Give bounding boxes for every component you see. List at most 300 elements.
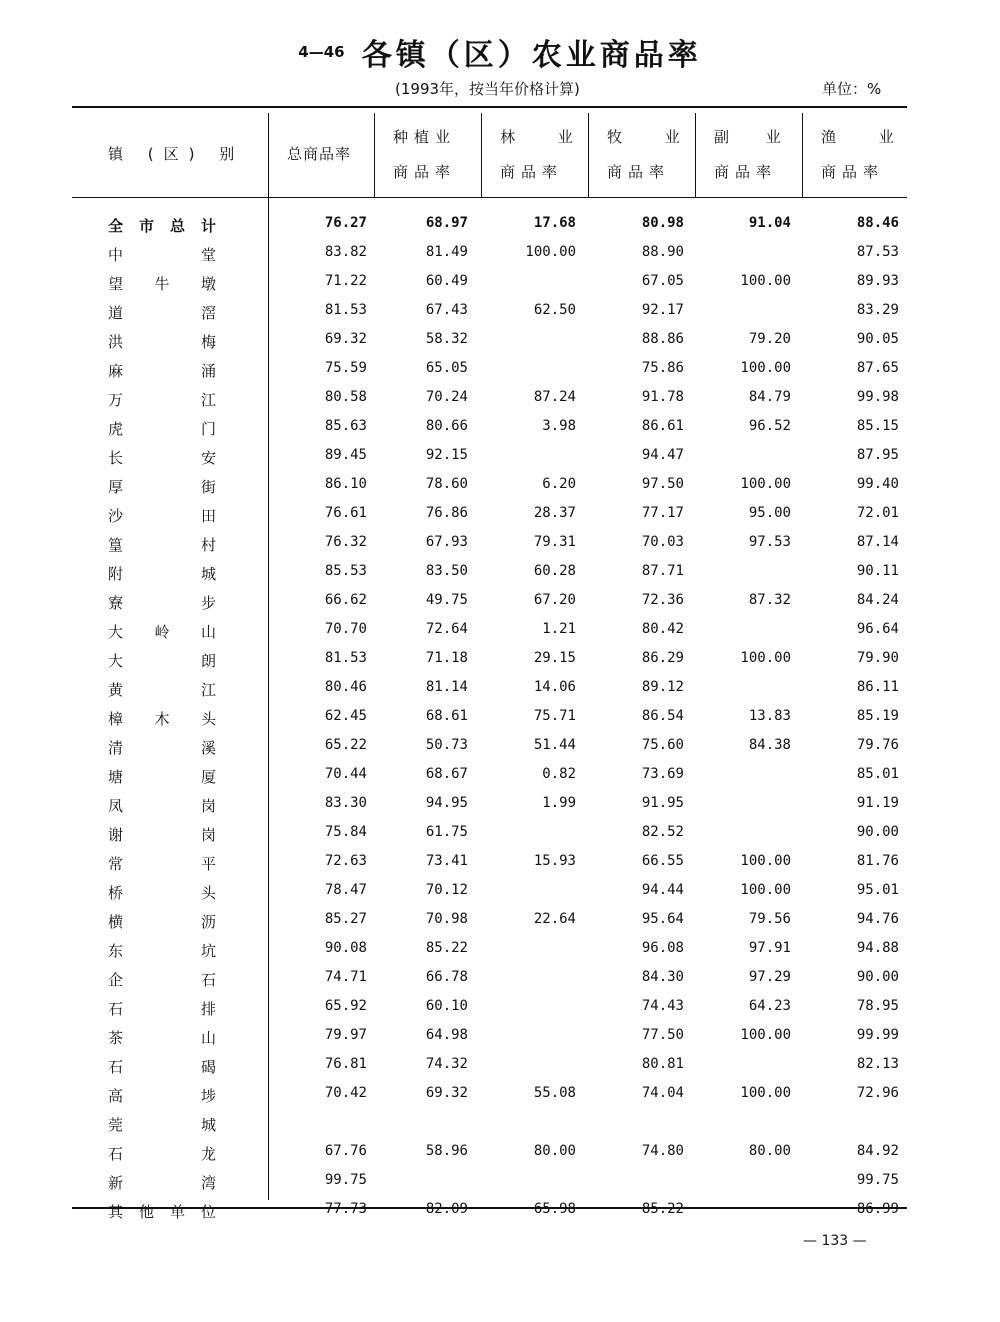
town-name xyxy=(108,273,216,294)
cell-forestry: 75.71 xyxy=(533,708,576,724)
cell-total: 65.92 xyxy=(324,998,367,1014)
table-row xyxy=(0,559,1000,588)
table-row xyxy=(0,269,1000,298)
town-name-char: 岭 xyxy=(154,623,170,641)
cell-fishery: 87.14 xyxy=(856,534,899,550)
cell-total: 76.81 xyxy=(324,1056,367,1072)
town-name-char: 湾 xyxy=(200,1174,216,1192)
table-row xyxy=(0,385,1000,414)
cell-animal: 94.44 xyxy=(641,882,684,898)
town-name-char: 高 xyxy=(108,1087,124,1105)
table-row xyxy=(0,965,1000,994)
page-number: — 133 — xyxy=(803,1233,867,1249)
town-name-char: 总 xyxy=(169,217,185,235)
town-name-char: 洪 xyxy=(108,333,124,351)
cell-total: 78.47 xyxy=(324,882,367,898)
cell-fishery: 84.24 xyxy=(856,592,899,608)
cell-planting: 60.49 xyxy=(425,273,468,289)
header-animal: 牧 业 xyxy=(607,128,684,146)
cell-forestry: 1.99 xyxy=(542,795,576,811)
cell-forestry: 29.15 xyxy=(533,650,576,666)
cell-planting: 94.95 xyxy=(425,795,468,811)
cell-planting: 68.67 xyxy=(425,766,468,782)
town-name-char: 大 xyxy=(108,652,124,670)
cell-total: 86.10 xyxy=(324,476,367,492)
table-row xyxy=(0,646,1000,675)
cell-fishery: 99.75 xyxy=(856,1172,899,1188)
table-row xyxy=(0,1052,1000,1081)
cell-animal: 87.71 xyxy=(641,563,684,579)
cell-animal: 92.17 xyxy=(641,302,684,318)
table-row xyxy=(0,936,1000,965)
town-name-char: 大 xyxy=(108,623,124,641)
table-row xyxy=(0,1081,1000,1110)
cell-forestry: 6.20 xyxy=(542,476,576,492)
cell-planting: 68.97 xyxy=(425,215,468,231)
town-name-char: 清 xyxy=(108,739,124,757)
cell-planting: 80.66 xyxy=(425,418,468,434)
town-name xyxy=(108,563,216,584)
town-name-char: 沙 xyxy=(108,507,124,525)
header-town: 镇 (区) 别 xyxy=(108,145,245,163)
town-name-char: 步 xyxy=(200,594,216,612)
table-body xyxy=(0,211,1000,1226)
town-name-char: 全 xyxy=(108,217,124,235)
cell-total: 70.42 xyxy=(324,1085,367,1101)
cell-animal: 74.43 xyxy=(641,998,684,1014)
town-name xyxy=(108,476,216,497)
cell-animal: 80.81 xyxy=(641,1056,684,1072)
cell-animal: 80.98 xyxy=(641,215,684,231)
cell-animal: 66.55 xyxy=(641,853,684,869)
town-name-char: 常 xyxy=(108,855,124,873)
table-row xyxy=(0,733,1000,762)
cell-fishery: 78.95 xyxy=(856,998,899,1014)
cell-planting: 69.32 xyxy=(425,1085,468,1101)
town-name-char: 龙 xyxy=(200,1145,216,1163)
town-name xyxy=(108,1114,216,1135)
cell-animal: 80.42 xyxy=(641,621,684,637)
town-name xyxy=(108,1143,216,1164)
col-divider xyxy=(695,113,696,197)
cell-planting: 71.18 xyxy=(425,650,468,666)
town-name-char: 岗 xyxy=(200,797,216,815)
town-name-char: 厚 xyxy=(108,478,124,496)
table-row xyxy=(0,1023,1000,1052)
cell-sideline: 97.91 xyxy=(748,940,791,956)
town-name-char: 篁 xyxy=(108,536,124,554)
cell-animal: 77.50 xyxy=(641,1027,684,1043)
cell-planting: 70.12 xyxy=(425,882,468,898)
cell-planting: 64.98 xyxy=(425,1027,468,1043)
town-name-char: 城 xyxy=(200,565,216,583)
cell-fishery: 85.01 xyxy=(856,766,899,782)
cell-sideline: 100.00 xyxy=(740,476,791,492)
cell-forestry: 22.64 xyxy=(533,911,576,927)
cell-total: 65.22 xyxy=(324,737,367,753)
cell-forestry: 65.98 xyxy=(533,1201,576,1217)
town-name-char: 溪 xyxy=(200,739,216,757)
town-name-char: 长 xyxy=(108,449,124,467)
cell-animal: 94.47 xyxy=(641,447,684,463)
cell-total: 81.53 xyxy=(324,302,367,318)
cell-total: 89.45 xyxy=(324,447,367,463)
cell-planting: 50.73 xyxy=(425,737,468,753)
cell-animal: 82.52 xyxy=(641,824,684,840)
cell-total: 90.08 xyxy=(324,940,367,956)
town-name-char: 山 xyxy=(200,1029,216,1047)
town-name-char: 碣 xyxy=(200,1058,216,1076)
town-name-char: 中 xyxy=(108,246,124,264)
cell-fishery: 99.99 xyxy=(856,1027,899,1043)
cell-fishery: 79.90 xyxy=(856,650,899,666)
cell-total: 99.75 xyxy=(324,1172,367,1188)
town-name xyxy=(108,302,216,323)
cell-forestry: 79.31 xyxy=(533,534,576,550)
cell-fishery: 95.01 xyxy=(856,882,899,898)
town-name-char: 万 xyxy=(108,391,124,409)
town-name xyxy=(108,447,216,468)
title-text: 各镇（区）农业商品率 xyxy=(361,38,702,73)
cell-planting: 67.43 xyxy=(425,302,468,318)
cell-total: 71.22 xyxy=(324,273,367,289)
cell-total: 83.82 xyxy=(324,244,367,260)
cell-total: 80.46 xyxy=(324,679,367,695)
cell-fishery: 87.65 xyxy=(856,360,899,376)
col-divider xyxy=(268,113,269,197)
cell-forestry: 60.28 xyxy=(533,563,576,579)
town-name-char: 市 xyxy=(138,217,154,235)
cell-fishery: 90.11 xyxy=(856,563,899,579)
cell-total: 72.63 xyxy=(324,853,367,869)
town-name-char: 堂 xyxy=(200,246,216,264)
town-name-char: 麻 xyxy=(108,362,124,380)
table-row xyxy=(0,356,1000,385)
cell-planting: 76.86 xyxy=(425,505,468,521)
cell-fishery: 83.29 xyxy=(856,302,899,318)
town-name-char: 牛 xyxy=(154,275,170,293)
cell-planting: 65.05 xyxy=(425,360,468,376)
town-name-char: 街 xyxy=(200,478,216,496)
cell-total: 75.84 xyxy=(324,824,367,840)
cell-animal: 91.78 xyxy=(641,389,684,405)
cell-fishery: 94.76 xyxy=(856,911,899,927)
cell-forestry: 80.00 xyxy=(533,1143,576,1159)
town-name xyxy=(108,650,216,671)
town-name-char: 涌 xyxy=(200,362,216,380)
town-name xyxy=(108,592,216,613)
town-name-char: 附 xyxy=(108,565,124,583)
table-title xyxy=(0,30,1000,74)
header-planting: 种植业 xyxy=(393,128,457,146)
town-name-char: 头 xyxy=(200,884,216,902)
table-row xyxy=(0,820,1000,849)
cell-planting: 61.75 xyxy=(425,824,468,840)
cell-planting: 78.60 xyxy=(425,476,468,492)
cell-total: 76.32 xyxy=(324,534,367,550)
town-name-char: 石 xyxy=(200,971,216,989)
town-name-char: 田 xyxy=(200,507,216,525)
cell-forestry: 51.44 xyxy=(533,737,576,753)
header-planting-sub: 商品率 xyxy=(393,163,457,181)
town-name-char: 东 xyxy=(108,942,124,960)
town-name xyxy=(108,940,216,961)
town-name-char: 新 xyxy=(108,1174,124,1192)
cell-sideline: 100.00 xyxy=(740,882,791,898)
town-name-char: 其 xyxy=(108,1203,124,1221)
top-rule xyxy=(72,106,907,108)
cell-sideline: 91.04 xyxy=(748,215,791,231)
cell-planting: 73.41 xyxy=(425,853,468,869)
cell-fishery: 99.98 xyxy=(856,389,899,405)
town-name-char: 江 xyxy=(200,391,216,409)
header-sideline-sub: 商品率 xyxy=(714,163,778,181)
town-name-char: 寮 xyxy=(108,594,124,612)
town-name-char: 虎 xyxy=(108,420,124,438)
cell-planting: 83.50 xyxy=(425,563,468,579)
cell-animal: 77.17 xyxy=(641,505,684,521)
cell-fishery: 96.64 xyxy=(856,621,899,637)
town-name xyxy=(108,505,216,526)
cell-forestry: 17.68 xyxy=(533,215,576,231)
cell-animal: 88.86 xyxy=(641,331,684,347)
table-row xyxy=(0,791,1000,820)
cell-forestry: 87.24 xyxy=(533,389,576,405)
cell-total: 62.45 xyxy=(324,708,367,724)
cell-fishery: 94.88 xyxy=(856,940,899,956)
town-name xyxy=(108,1201,216,1222)
cell-animal: 96.08 xyxy=(641,940,684,956)
cell-animal: 95.64 xyxy=(641,911,684,927)
col-divider xyxy=(588,113,589,197)
table-row xyxy=(0,240,1000,269)
town-name xyxy=(108,853,216,874)
header-animal-sub: 商品率 xyxy=(607,163,671,181)
cell-sideline: 100.00 xyxy=(740,1085,791,1101)
cell-animal: 86.54 xyxy=(641,708,684,724)
town-name-char: 村 xyxy=(200,536,216,554)
cell-fishery: 81.76 xyxy=(856,853,899,869)
town-name-char: 凤 xyxy=(108,797,124,815)
town-name-char: 企 xyxy=(108,971,124,989)
cell-forestry: 100.00 xyxy=(525,244,576,260)
table-row xyxy=(0,327,1000,356)
cell-planting: 58.32 xyxy=(425,331,468,347)
town-name-char: 坑 xyxy=(200,942,216,960)
cell-sideline: 100.00 xyxy=(740,273,791,289)
cell-planting: 82.09 xyxy=(425,1201,468,1217)
cell-planting: 74.32 xyxy=(425,1056,468,1072)
cell-forestry: 62.50 xyxy=(533,302,576,318)
cell-total: 85.53 xyxy=(324,563,367,579)
cell-animal: 86.29 xyxy=(641,650,684,666)
town-name-char: 莞 xyxy=(108,1116,124,1134)
cell-fishery: 72.96 xyxy=(856,1085,899,1101)
cell-sideline: 100.00 xyxy=(740,853,791,869)
table-row xyxy=(0,501,1000,530)
town-name xyxy=(108,766,216,787)
cell-sideline: 96.52 xyxy=(748,418,791,434)
cell-animal: 88.90 xyxy=(641,244,684,260)
cell-fishery: 91.19 xyxy=(856,795,899,811)
cell-sideline: 64.23 xyxy=(748,998,791,1014)
town-name xyxy=(108,679,216,700)
cell-planting: 81.14 xyxy=(425,679,468,695)
town-name-char: 塘 xyxy=(108,768,124,786)
town-name-char: 岗 xyxy=(200,826,216,844)
cell-fishery: 72.01 xyxy=(856,505,899,521)
town-name xyxy=(108,882,216,903)
town-name-char: 墩 xyxy=(200,275,216,293)
town-name xyxy=(108,621,216,642)
cell-animal: 97.50 xyxy=(641,476,684,492)
cell-planting: 70.24 xyxy=(425,389,468,405)
cell-sideline: 95.00 xyxy=(748,505,791,521)
town-name xyxy=(108,534,216,555)
town-name-char: 梅 xyxy=(200,333,216,351)
cell-forestry: 15.93 xyxy=(533,853,576,869)
header-forestry: 林 业 xyxy=(500,128,577,146)
town-name-char: 厦 xyxy=(200,768,216,786)
town-name xyxy=(108,215,216,236)
table-row xyxy=(0,849,1000,878)
town-name-char: 石 xyxy=(108,1058,124,1076)
cell-total: 81.53 xyxy=(324,650,367,666)
town-name-char: 石 xyxy=(108,1000,124,1018)
town-name-char: 门 xyxy=(200,420,216,438)
town-name xyxy=(108,998,216,1019)
town-name xyxy=(108,824,216,845)
table-row xyxy=(0,588,1000,617)
cell-sideline: 84.38 xyxy=(748,737,791,753)
header-rule xyxy=(72,197,907,198)
cell-total: 79.97 xyxy=(324,1027,367,1043)
cell-fishery: 85.19 xyxy=(856,708,899,724)
town-name-char: 埗 xyxy=(200,1087,216,1105)
table-row xyxy=(0,298,1000,327)
town-name-char: 石 xyxy=(108,1145,124,1163)
cell-planting: 92.15 xyxy=(425,447,468,463)
cell-fishery: 79.76 xyxy=(856,737,899,753)
cell-fishery: 87.53 xyxy=(856,244,899,260)
town-name-char: 道 xyxy=(108,304,124,322)
cell-forestry: 1.21 xyxy=(542,621,576,637)
header-fishery: 渔 业 xyxy=(821,128,898,146)
town-name-char: 沥 xyxy=(200,913,216,931)
town-name-char: 单 xyxy=(169,1203,185,1221)
town-name-char: 平 xyxy=(200,855,216,873)
town-name-char: 城 xyxy=(200,1116,216,1134)
cell-fishery: 90.05 xyxy=(856,331,899,347)
cell-sideline: 79.56 xyxy=(748,911,791,927)
unit-label: 单位：% xyxy=(822,80,882,98)
cell-planting: 70.98 xyxy=(425,911,468,927)
cell-sideline: 13.83 xyxy=(748,708,791,724)
town-name xyxy=(108,418,216,439)
town-name-char: 位 xyxy=(200,1203,216,1221)
town-name-char: 望 xyxy=(108,275,124,293)
cell-planting: 66.78 xyxy=(425,969,468,985)
cell-forestry: 3.98 xyxy=(542,418,576,434)
cell-forestry: 28.37 xyxy=(533,505,576,521)
cell-animal: 86.61 xyxy=(641,418,684,434)
cell-planting: 60.10 xyxy=(425,998,468,1014)
cell-sideline: 100.00 xyxy=(740,650,791,666)
town-name-char: 他 xyxy=(138,1203,154,1221)
cell-planting: 49.75 xyxy=(425,592,468,608)
town-name xyxy=(108,1056,216,1077)
town-name-char: 朗 xyxy=(200,652,216,670)
town-name-char: 计 xyxy=(200,217,216,235)
cell-sideline: 84.79 xyxy=(748,389,791,405)
table-row xyxy=(0,443,1000,472)
table-row xyxy=(0,907,1000,936)
town-name-char: 木 xyxy=(154,710,170,728)
cell-animal: 85.22 xyxy=(641,1201,684,1217)
cell-animal: 91.95 xyxy=(641,795,684,811)
cell-planting: 85.22 xyxy=(425,940,468,956)
cell-sideline: 87.32 xyxy=(748,592,791,608)
col-divider xyxy=(374,113,375,197)
cell-fishery: 89.93 xyxy=(856,273,899,289)
table-row xyxy=(0,994,1000,1023)
cell-fishery: 86.99 xyxy=(856,1201,899,1217)
table-row xyxy=(0,414,1000,443)
town-name xyxy=(108,244,216,265)
cell-animal: 73.69 xyxy=(641,766,684,782)
town-name-char: 茶 xyxy=(108,1029,124,1047)
town-name-char: 谢 xyxy=(108,826,124,844)
cell-total: 85.27 xyxy=(324,911,367,927)
cell-animal: 74.04 xyxy=(641,1085,684,1101)
cell-forestry: 14.06 xyxy=(533,679,576,695)
cell-total: 75.59 xyxy=(324,360,367,376)
town-name-char: 横 xyxy=(108,913,124,931)
cell-forestry: 67.20 xyxy=(533,592,576,608)
table-row xyxy=(0,617,1000,646)
town-name xyxy=(108,1172,216,1193)
town-name xyxy=(108,911,216,932)
town-name xyxy=(108,331,216,352)
table-row xyxy=(0,1139,1000,1168)
town-name-char: 排 xyxy=(200,1000,216,1018)
cell-total: 77.73 xyxy=(324,1201,367,1217)
cell-planting: 67.93 xyxy=(425,534,468,550)
town-name-char: 黄 xyxy=(108,681,124,699)
table-row xyxy=(0,1110,1000,1139)
town-name-char: 安 xyxy=(200,449,216,467)
cell-fishery: 90.00 xyxy=(856,824,899,840)
cell-animal: 72.36 xyxy=(641,592,684,608)
town-name-char: 头 xyxy=(200,710,216,728)
col-divider xyxy=(481,113,482,197)
cell-sideline: 100.00 xyxy=(740,360,791,376)
cell-fishery: 99.40 xyxy=(856,476,899,492)
town-name xyxy=(108,360,216,381)
table-row xyxy=(0,211,1000,240)
cell-total: 85.63 xyxy=(324,418,367,434)
town-name xyxy=(108,708,216,729)
cell-sideline: 97.29 xyxy=(748,969,791,985)
table-number: 4—46 xyxy=(298,43,345,61)
col-divider xyxy=(802,113,803,197)
cell-fishery: 84.92 xyxy=(856,1143,899,1159)
cell-fishery: 86.11 xyxy=(856,679,899,695)
town-name xyxy=(108,737,216,758)
table-row xyxy=(0,878,1000,907)
cell-total: 76.61 xyxy=(324,505,367,521)
cell-planting: 68.61 xyxy=(425,708,468,724)
